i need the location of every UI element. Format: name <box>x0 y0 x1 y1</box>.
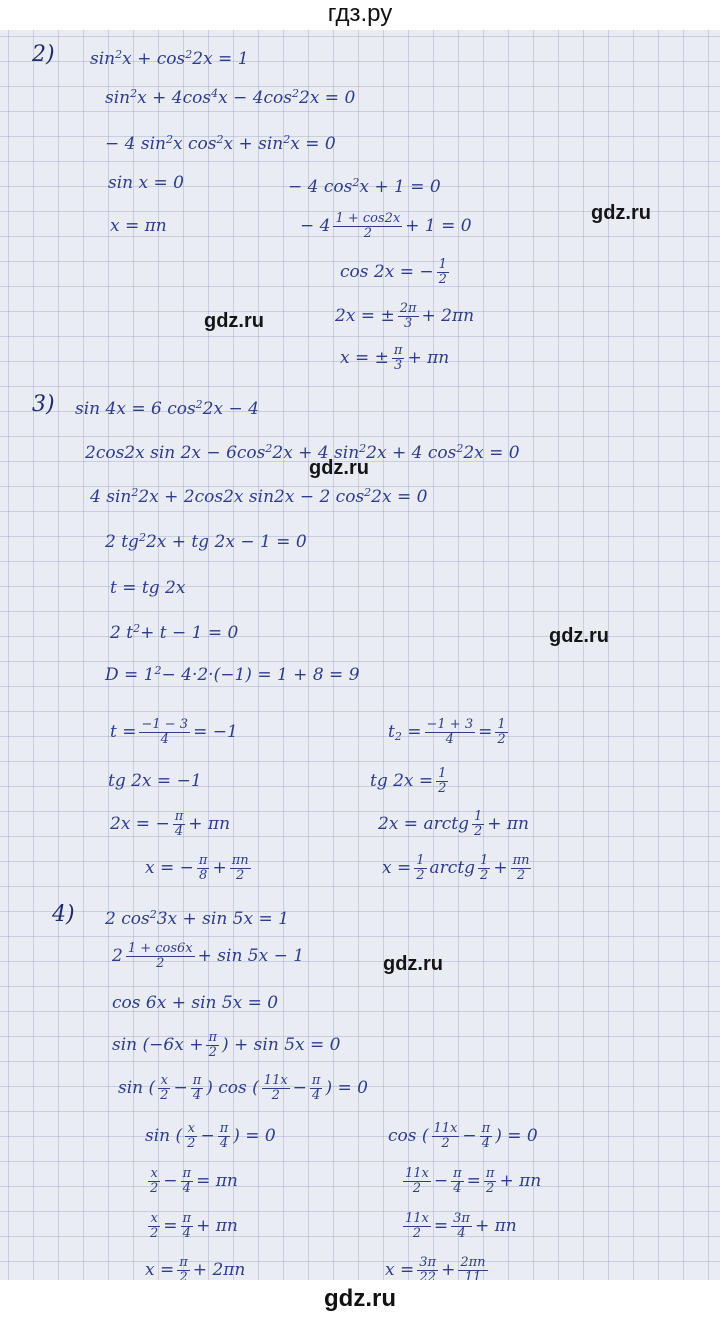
equation-line: 2x = arctg $\frac{1}{2}$ + πn <box>378 809 530 839</box>
equation-line: sin ( $\frac{x}{2}$ − $\frac{\pi}{4}$ ) cos ( $\frac{11x}{2}$ − $\frac{\pi}{4}$ ) = 0 <box>118 1073 368 1103</box>
watermark: gdz.ru <box>549 625 609 647</box>
problem-number: 2) <box>32 42 55 67</box>
equation-line: sin ( $\frac{x}{2}$ − $\frac{\pi}{4}$ ) = 0 <box>145 1121 276 1151</box>
equation-line: 2x = − $\frac{\pi}{4}$ + πn <box>110 809 231 839</box>
equation-line: − 4 $\sin^2x$ $\cos^2x + \sin^2x = 0$ <box>105 133 336 154</box>
equation-line: cos 6x + sin 5x = 0 <box>112 993 279 1013</box>
equation-line: 2cos2x $\sin 2x - 6\cos^22x + 4$ $\sin^22x + 4$ $\cos^22x = 0$ <box>85 442 520 463</box>
equation-line: 2 $\cos^23x + \sin 5x = 1$ <box>105 908 289 929</box>
equation-line: − 4 $\frac{1 + \cos 2x}{2}$ + 1 = 0 <box>300 211 472 241</box>
problem-number: 3) <box>32 392 55 417</box>
equation-line: x = $\frac{3\pi}{22}$ + $\frac{2\pi n}{11}$ <box>385 1255 486 1280</box>
equation-line: $\frac{x}{2}$ = $\frac{\pi}{4}$ + πn <box>150 1211 238 1241</box>
equation-line: 4 $\sin^22x + 2\cos 2x$ sin2x − 2 $\cos^22x = 0$ <box>90 486 428 507</box>
equation-line: cos 2x = − $\frac{1}{2}$ <box>340 257 447 287</box>
equation-line: x = $\frac{\pi}{2}$ + 2πn <box>145 1255 246 1280</box>
equation-line: sin 4x = 6 $\cos^22x - 4$ <box>75 398 259 419</box>
equation-line: 2x = ± $\frac{2\pi}{3}$ + 2πn <box>335 301 475 331</box>
equation-line: $t_2$ = $\frac{-1 + 3}{4}$ = $\frac{1}{2}$ <box>388 717 506 747</box>
equation-line: 2 $t^2+ t - 1 = 0$ <box>110 622 239 643</box>
equation-line: 2 $tg^22x$ + tg 2x − 1 = 0 <box>105 531 307 552</box>
watermark: gdz.ru <box>309 457 369 479</box>
equation-line: − 4 $\cos^2x + 1 = 0$ <box>288 176 441 197</box>
problem-number: 4) <box>52 902 75 927</box>
equation-line: x = $\frac{1}{2}$ arctg $\frac{1}{2}$ + $\frac{\pi n}{2}$ <box>382 853 530 883</box>
watermark: gdz.ru <box>383 953 443 975</box>
equation-line: t = $\frac{-1 - 3}{4}$ = −1 <box>110 717 238 747</box>
equation-line: tg 2x = $\frac{1}{2}$ <box>370 766 447 796</box>
equation-line: sin (−6x + $\frac{\pi}{2}$ ) + sin 5x = 0 <box>112 1030 341 1060</box>
equation-line: $\sin^2x + \cos^22x = 1$ <box>90 48 249 69</box>
equation-line: $D = 1^2- 4\cdot 2\cdot(-1) = 1 + 8 = 9$ <box>105 664 360 685</box>
notebook-sheet <box>0 30 720 1280</box>
equation-line: x = ± $\frac{\pi}{3}$ + πn <box>340 343 450 373</box>
equation-line: $\sin^2x + 4\cos^4x - 4\cos^22x = 0$ <box>105 87 356 108</box>
equation-line: x = − $\frac{\pi}{8}$ + $\frac{\pi n}{2}$ <box>145 853 249 883</box>
equation-line: t = tg 2x <box>110 578 186 598</box>
site-footer: gdz.ru <box>324 1285 396 1312</box>
equation-line: $\frac{x}{2}$ − $\frac{\pi}{4}$ = πn <box>150 1166 238 1196</box>
equation-line: $\frac{11x}{2}$ = $\frac{3\pi}{4}$ + πn <box>405 1211 517 1241</box>
equation-line: x = πn <box>110 216 167 236</box>
watermark: gdz.ru <box>204 310 264 332</box>
equation-line: $\frac{11x}{2}$ − $\frac{\pi}{4}$ = $\frac{\pi}{2}$ + πn <box>405 1166 542 1196</box>
equation-line: sin x = 0 <box>108 173 184 193</box>
site-header: гдз.ру <box>327 0 393 27</box>
equation-line: cos ( $\frac{11x}{2}$ − $\frac{\pi}{4}$ ) = 0 <box>388 1121 538 1151</box>
watermark: gdz.ru <box>591 202 651 224</box>
equation-line: tg 2x = −1 <box>108 771 202 791</box>
equation-line: 2 $\frac{1 + \cos 6x}{2}$ + sin 5x − 1 <box>112 941 305 971</box>
